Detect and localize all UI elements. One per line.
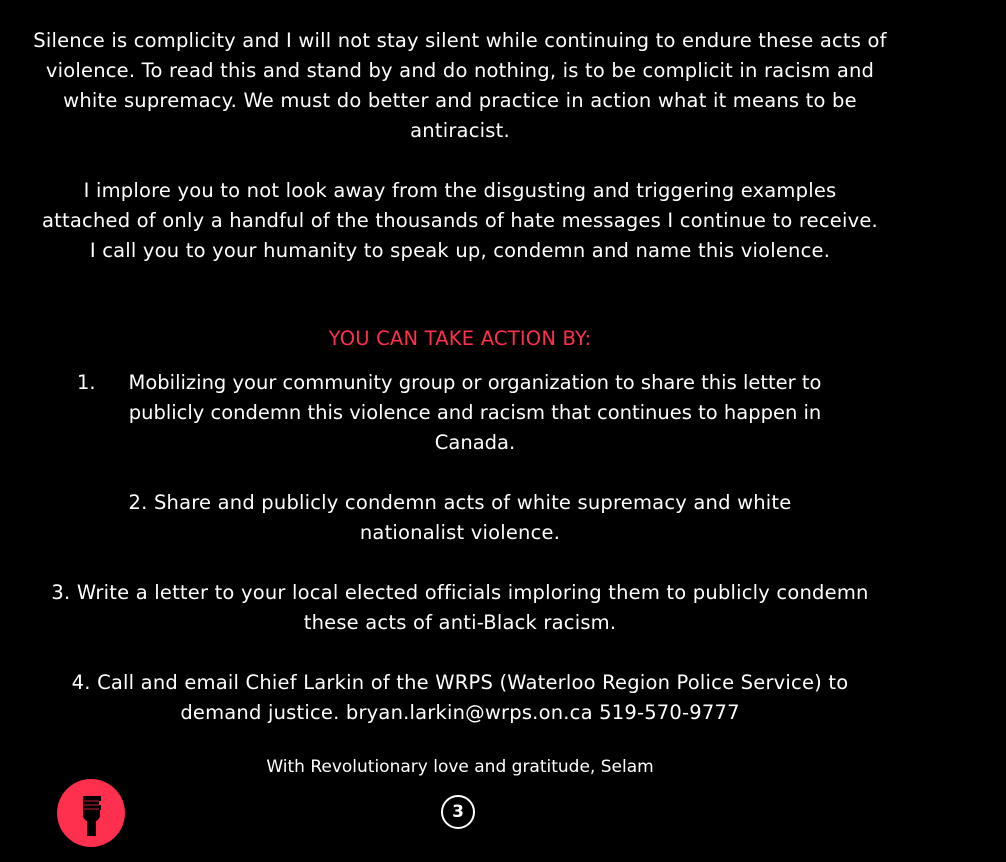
action-item-2	[20, 488, 900, 548]
action-item-3	[20, 578, 900, 638]
action-item-text: Mobilizing your community group or organization to share this letter to publicly condemn this violence and racism that continues to happen in Canada.	[128, 371, 822, 454]
signoff: With Revolutionary love and gratitude, Selam	[266, 757, 654, 777]
action-item-text: Call and email Chief Larkin of the WRPS (Waterloo Region Police Service) to demand justice. bryan.larkin@wrps.on.ca 519-570-9777	[97, 671, 849, 724]
action-item-number: 4.	[71, 671, 91, 694]
page-number-badge: 3	[441, 795, 475, 829]
paragraph-text: Silence is complicity and I will not stay silent while continuing to endure these acts of violence. To read this and stand by and do nothing, is to be complicit in racism and white supremacy. We must do better and practice in action what it means to be antiracist.	[33, 29, 887, 142]
action-item-text: Write a letter to your local elected officials imploring them to publicly condemn these acts of anti-Black racism.	[76, 581, 869, 634]
raised-fist-icon	[56, 778, 126, 848]
action-item-number: 3.	[51, 581, 71, 604]
action-item-1	[55, 368, 895, 458]
action-item-number: 2.	[128, 491, 148, 514]
paragraph-silence	[20, 26, 900, 146]
action-item-number: 1.	[77, 371, 96, 394]
paragraph-text: I implore you to not look away from the disgusting and triggering examples attached of only a handful of the thousands of hate messages I continue to receive. I call you to your humanity to speak up, condemn and name this violence.	[42, 179, 878, 262]
action-item-4	[20, 668, 900, 728]
action-heading: YOU CAN TAKE ACTION BY:	[328, 327, 592, 350]
paragraph-implore	[20, 176, 900, 266]
action-item-text: Share and publicly condemn acts of white supremacy and white nationalist violence.	[153, 491, 792, 544]
logo	[56, 778, 126, 848]
